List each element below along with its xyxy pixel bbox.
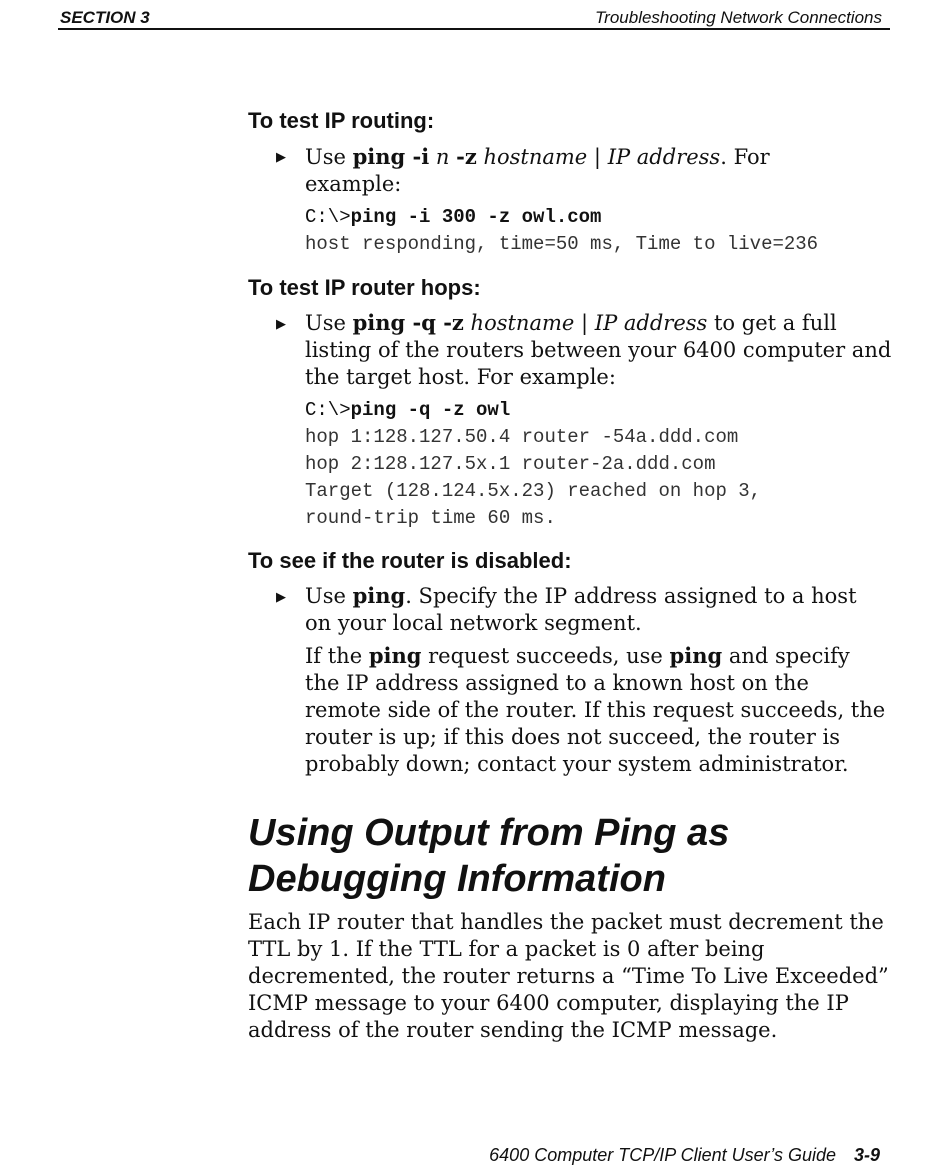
instruction-router-hops: Use ping -q -z hostname | IP address to get a full listing of the routers between your 6400 computer and the target host. For example: bbox=[305, 310, 892, 389]
chapter-title: Troubleshooting Network Connections bbox=[595, 8, 882, 27]
footer-title: 6400 Computer TCP/IP Client User’s Guide bbox=[489, 1145, 836, 1165]
heading-test-ip-routing: To test IP routing: bbox=[248, 108, 435, 133]
triangle-right-icon: ▶ bbox=[276, 150, 286, 165]
section-title: Using Output from Ping as Debugging Information bbox=[248, 812, 730, 900]
heading-router-disabled: To see if the router is disabled: bbox=[248, 548, 572, 573]
instruction-router-disabled: Use ping. Specify the IP address assigned to a host on your local network segment. bbox=[305, 583, 857, 635]
body-paragraph: Each IP router that handles the packet must decrement the TTL by 1. If the TTL for a packet is 0 after being decremented, the router returns a “Time To Live Exceeded” ICMP message to your 6400 computer, displaying the IP address of the router sending the ICMP message. bbox=[248, 910, 889, 1042]
page-header bbox=[58, 4, 890, 30]
code-example-routing: C:\>ping -i 300 -z owl.com host responding, time=50 ms, Time to live=236 bbox=[305, 206, 819, 255]
instruction-ip-routing: Use ping -i n -z hostname | IP address. For example: bbox=[305, 144, 770, 196]
heading-test-router-hops: To test IP router hops: bbox=[248, 275, 481, 300]
page-number: 3-9 bbox=[853, 1145, 880, 1165]
paragraph-router-check: If the ping request succeeds, use ping and specify the IP address assigned to a known host on the remote side of the router. If this request succeeds, the router is up; if this does not succeed, the router is probably down; contact your system administrator. bbox=[305, 643, 886, 776]
triangle-right-icon: ▶ bbox=[276, 590, 286, 605]
section-label: SECTION 3 bbox=[60, 8, 150, 27]
code-example-hops: C:\>ping -q -z owl hop 1:128.127.50.4 router -54a.ddd.com hop 2:128.127.5x.1 router-2a.ddd.com Target (128.124.5x.23) reached on hop 3, round-trip time 60 ms. bbox=[305, 399, 762, 529]
page-footer bbox=[489, 1145, 880, 1166]
triangle-right-icon: ▶ bbox=[276, 317, 286, 332]
